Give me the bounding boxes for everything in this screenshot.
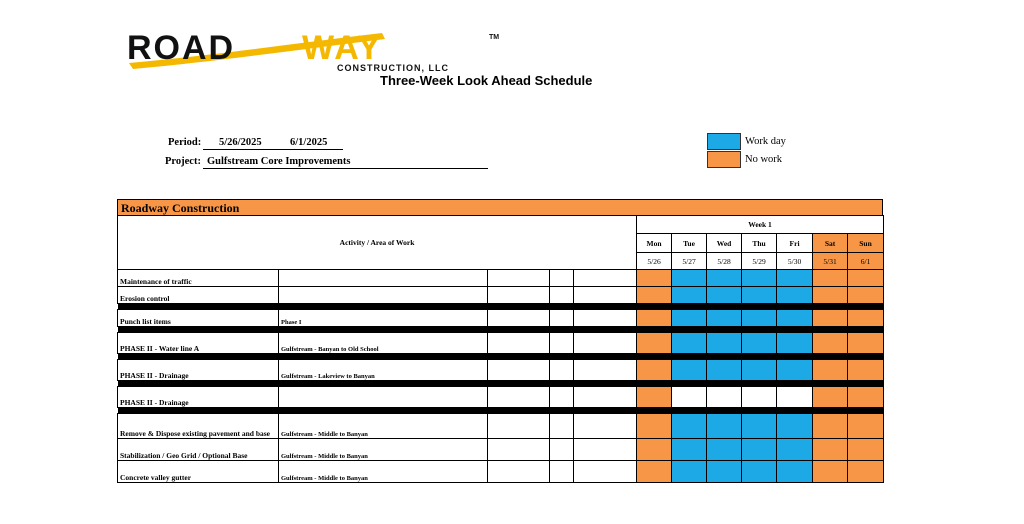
spacer-cell — [550, 270, 574, 287]
period-label: Period: — [168, 137, 202, 148]
day-cell — [777, 360, 813, 381]
spacer-cell — [488, 310, 550, 327]
schedule-row — [118, 287, 884, 304]
svg-text:ROAD: ROAD — [127, 29, 236, 67]
legend-work-swatch — [707, 133, 741, 150]
activity-header: Activity / Area of Work — [118, 216, 637, 270]
schedule-row — [118, 360, 884, 381]
day-cell — [672, 310, 707, 327]
spacer-cell — [550, 439, 574, 461]
area-cell: Gulfstream - Banyan to Old School — [279, 333, 488, 354]
spacer-cell — [488, 360, 550, 381]
spacer-cell — [550, 461, 574, 483]
day-cell — [777, 439, 813, 461]
day-cell — [848, 270, 884, 287]
day-header: Wed — [707, 234, 742, 253]
spacer-cell — [574, 439, 637, 461]
day-cell — [707, 270, 742, 287]
period-end: 6/1/2025 — [290, 137, 328, 148]
day-cell — [848, 439, 884, 461]
day-cell — [848, 310, 884, 327]
spacer-cell — [550, 414, 574, 439]
date-header: 5/31 — [813, 253, 848, 270]
day-cell — [637, 414, 672, 439]
area-cell — [279, 287, 488, 304]
day-cell — [707, 310, 742, 327]
area-cell: Gulfstream - Middle to Banyan — [279, 439, 488, 461]
day-cell — [707, 333, 742, 354]
schedule-title: Three-Week Look Ahead Schedule — [380, 73, 593, 88]
spacer-cell — [550, 387, 574, 408]
day-cell — [672, 461, 707, 483]
activity-cell: Remove & Dispose existing pavement and base — [118, 414, 279, 439]
schedule-row — [118, 414, 884, 439]
spacer-cell — [550, 310, 574, 327]
legend-work-label: Work day — [745, 136, 786, 147]
day-cell — [848, 387, 884, 408]
day-cell — [848, 360, 884, 381]
activity-cell: PHASE II - Water line A — [118, 333, 279, 354]
day-header: Sun — [848, 234, 884, 253]
activity-cell: Erosion control — [118, 287, 279, 304]
spacer-cell — [574, 360, 637, 381]
day-cell — [707, 387, 742, 408]
area-cell: Phase I — [279, 310, 488, 327]
day-cell — [742, 414, 777, 439]
day-cell — [637, 387, 672, 408]
day-cell — [672, 414, 707, 439]
date-header: 5/27 — [672, 253, 707, 270]
spacer-cell — [574, 414, 637, 439]
day-cell — [672, 333, 707, 354]
activity-cell: Stabilization / Geo Grid / Optional Base — [118, 439, 279, 461]
area-cell — [279, 387, 488, 408]
day-cell — [742, 310, 777, 327]
schedule-row — [118, 270, 884, 287]
day-header: Mon — [637, 234, 672, 253]
activity-cell: PHASE II - Drainage — [118, 360, 279, 381]
spacer-cell — [550, 333, 574, 354]
spacer-cell — [574, 270, 637, 287]
day-cell — [848, 461, 884, 483]
day-cell — [777, 310, 813, 327]
spacer-cell — [488, 287, 550, 304]
svg-text:WAY: WAY — [302, 29, 383, 67]
day-cell — [637, 461, 672, 483]
day-cell — [813, 270, 848, 287]
spacer-cell — [574, 461, 637, 483]
spacer-cell — [574, 310, 637, 327]
day-cell — [813, 387, 848, 408]
date-header: 5/26 — [637, 253, 672, 270]
activity-cell: Concrete valley gutter — [118, 461, 279, 483]
date-header: 5/30 — [777, 253, 813, 270]
day-cell — [742, 270, 777, 287]
day-cell — [813, 360, 848, 381]
day-cell — [637, 270, 672, 287]
day-header: Sat — [813, 234, 848, 253]
period-start: 5/26/2025 — [219, 137, 262, 148]
day-cell — [813, 414, 848, 439]
date-header: 6/1 — [848, 253, 884, 270]
day-cell — [777, 387, 813, 408]
area-cell: Gulfstream - Middle to Banyan — [279, 414, 488, 439]
date-header: 5/28 — [707, 253, 742, 270]
spacer-cell — [488, 270, 550, 287]
day-cell — [637, 333, 672, 354]
week-header: Week 1 — [637, 216, 884, 234]
day-cell — [813, 310, 848, 327]
spacer-cell — [574, 333, 637, 354]
spacer-cell — [574, 287, 637, 304]
day-cell — [813, 461, 848, 483]
section-header: Roadway Construction — [117, 199, 883, 216]
schedule-row — [118, 333, 884, 354]
area-cell — [279, 270, 488, 287]
day-cell — [777, 414, 813, 439]
schedule-row — [118, 461, 884, 483]
spacer-cell — [488, 414, 550, 439]
svg-text:TM: TM — [489, 34, 500, 41]
day-cell — [707, 360, 742, 381]
area-cell: Gulfstream - Lakeview to Banyan — [279, 360, 488, 381]
spacer-cell — [550, 287, 574, 304]
day-cell — [848, 333, 884, 354]
day-cell — [813, 333, 848, 354]
day-cell — [707, 439, 742, 461]
day-cell — [672, 287, 707, 304]
period-underline — [203, 149, 343, 150]
activity-cell: Punch list items — [118, 310, 279, 327]
date-header: 5/29 — [742, 253, 777, 270]
svg-text:CONSTRUCTION, LLC: CONSTRUCTION, LLC — [337, 63, 449, 73]
project-value: Gulfstream Core Improvements — [207, 156, 351, 167]
schedule-table — [117, 215, 884, 483]
day-cell — [637, 287, 672, 304]
day-cell — [742, 333, 777, 354]
company-logo — [127, 25, 507, 75]
day-cell — [848, 414, 884, 439]
day-cell — [707, 414, 742, 439]
day-cell — [742, 360, 777, 381]
day-cell — [742, 461, 777, 483]
schedule-row — [118, 310, 884, 327]
activity-cell: Maintenance of traffic — [118, 270, 279, 287]
day-cell — [672, 360, 707, 381]
spacer-cell — [488, 439, 550, 461]
area-cell: Gulfstream - Middle to Banyan — [279, 461, 488, 483]
spacer-cell — [574, 387, 637, 408]
day-cell — [777, 461, 813, 483]
schedule-row — [118, 387, 884, 408]
day-cell — [742, 439, 777, 461]
spacer-cell — [488, 461, 550, 483]
spacer-cell — [550, 360, 574, 381]
day-cell — [672, 270, 707, 287]
day-cell — [707, 461, 742, 483]
day-cell — [813, 287, 848, 304]
legend-nowork-swatch — [707, 151, 741, 168]
roadway-logo-icon — [127, 25, 507, 75]
spacer-cell — [488, 387, 550, 408]
project-underline — [203, 168, 488, 169]
project-label: Project: — [165, 156, 201, 167]
day-cell — [637, 360, 672, 381]
day-cell — [637, 310, 672, 327]
day-header: Tue — [672, 234, 707, 253]
day-cell — [777, 270, 813, 287]
day-header: Fri — [777, 234, 813, 253]
day-cell — [742, 387, 777, 408]
day-cell — [813, 439, 848, 461]
day-cell — [742, 287, 777, 304]
day-cell — [848, 287, 884, 304]
activity-cell: PHASE II - Drainage — [118, 387, 279, 408]
day-cell — [777, 287, 813, 304]
day-cell — [777, 333, 813, 354]
spacer-cell — [488, 333, 550, 354]
day-cell — [637, 439, 672, 461]
schedule-row — [118, 439, 884, 461]
legend-nowork-label: No work — [745, 154, 783, 165]
day-cell — [672, 387, 707, 408]
day-cell — [672, 439, 707, 461]
day-cell — [707, 287, 742, 304]
day-header: Thu — [742, 234, 777, 253]
